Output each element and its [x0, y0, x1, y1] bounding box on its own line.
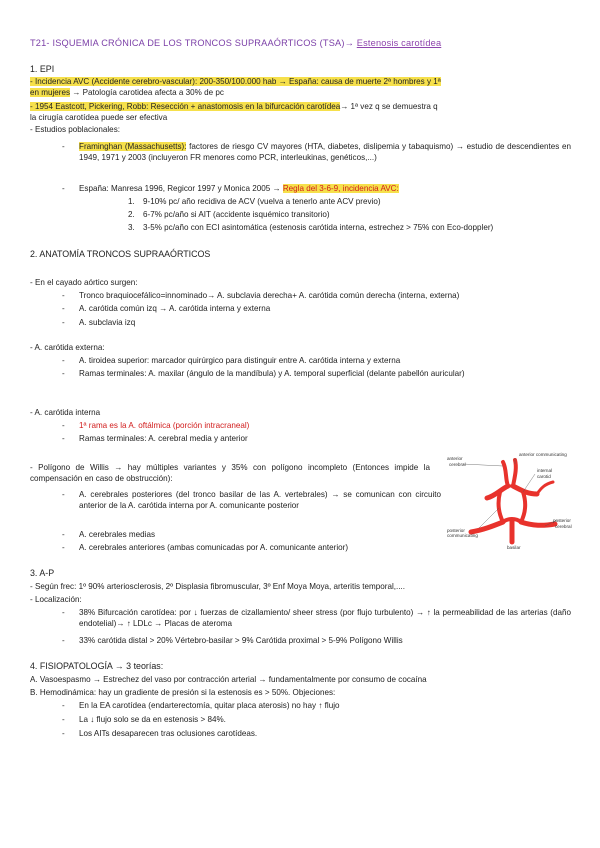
framingham-highlight: Framinghan (Massachusetts): — [79, 142, 187, 151]
label-communicating: communicating — [447, 533, 478, 538]
label-internal: internal — [537, 468, 553, 473]
fisio-b-item-1: En la EA carotídea (endarterectomía, quitar placa aterosis) no hay ↑ flujo — [79, 701, 340, 710]
ap-localizacion: - Localización: — [30, 595, 82, 604]
fisio-b-item-3: Los AITs desaparecen tras oclusiones carotídeas. — [79, 729, 258, 738]
willis-item-3: A. cerebrales anteriores (ambas comunicadas por A. comunicante anterior) — [79, 543, 349, 552]
bullet: - — [62, 184, 65, 193]
label-cerebral: cerebral — [449, 462, 466, 467]
framingham-item — [79, 142, 571, 163]
ap-frecuencia: - Según frec: 1º 90% arteriosclerosis, 2º Displasia fibromuscular, 3º Enf Moya Moya, arteritis temporal,.... — [30, 582, 406, 591]
bullet: - — [62, 318, 65, 327]
regla-item-1: 9-10% pc/ año recidiva de ACV (vuelva a tenerlo ante ACV previo) — [143, 197, 381, 206]
bullet: - — [62, 715, 65, 724]
epi-line-1 — [30, 77, 441, 88]
cayado-item-3: A. subclavia izq — [79, 318, 136, 327]
epi-line-2 — [30, 102, 438, 113]
title-link[interactable]: Estenosis carotídea — [356, 38, 442, 48]
epi-line-1-highlight: - Incidencia AVC (Accidente cerebro-vascular): 200-350/100.000 hab → España: causa de muerte 2ª hombres y 1ª — [30, 77, 441, 86]
bullet: - — [62, 530, 65, 539]
label-anterior-communicating: anterior communicating — [519, 452, 567, 457]
externa-line: - A. carótida externa: — [30, 343, 105, 352]
leader-line — [463, 464, 503, 466]
espana-text: España: Manresa 1996, Regicor 1997 y Monica 2005 → — [79, 184, 283, 193]
externa-item-1: A. tiroidea superior: marcador quirúrgico para distinguir entre A. carótida interna y externa — [79, 356, 401, 365]
cayado-item-1: Tronco braquiocefálico=innominado→ A. subclavia derecha+ A. carótida común derecha (interna, externa) — [79, 291, 460, 300]
title-text: T21- ISQUEMIA CRÓNICA DE LOS TRONCOS SUPRAAÓRTICOS (TSA)→ — [30, 38, 354, 48]
interna-line: - A. carótida interna — [30, 408, 101, 417]
bullet: - — [62, 701, 65, 710]
epi-line-2-cont: la cirugía carotídea puede ser efectiva — [30, 113, 168, 122]
section-heading-fisiopatologia: 4. FISIOPATOLOGÍA → 3 teorías: — [30, 661, 164, 671]
bullet: - — [62, 490, 65, 499]
section-heading-epi: 1. EPI — [30, 64, 55, 74]
label-carotid: carotid — [537, 474, 551, 479]
epi-line-1-highlight-b: en mujeres — [30, 88, 71, 97]
internal-carotid-vessel — [521, 492, 525, 522]
posterior-cerebral-vessel-left — [471, 522, 503, 532]
fisio-b-item-2: La ↓ flujo solo se da en estenosis > 84%. — [79, 715, 226, 724]
bullet: - — [62, 608, 65, 617]
fisio-a: A. Vasoespasmo → Estrechez del vaso por contracción arterial → fundamentalmente por consumo de cocaína — [30, 675, 427, 684]
bullet: - — [62, 369, 65, 378]
bullet: - — [62, 434, 65, 443]
epi-line-1-cont — [30, 88, 224, 99]
label-posterior-cerebral: posterior — [553, 518, 571, 523]
willis-item-1: A. cerebrales posteriores (del tronco basilar de las A. vertebrales) → se comunican con circuito anterior de la A. carótida interna por A. comunicante posterior — [79, 490, 441, 510]
epi-line-2-rest: → 1ª vez q se demuestra q — [340, 102, 438, 111]
externa-item-2: Ramas terminales: A. maxilar (ángulo de la mandíbula) y A. temporal superficial (delante pabellón auricular) — [79, 369, 465, 378]
label-anterior: anterior — [447, 456, 463, 461]
interna-item-2: Ramas terminales: A. cerebral media y anterior — [79, 434, 248, 443]
section-heading-ap: 3. A-P — [30, 568, 55, 578]
bullet: - — [62, 421, 65, 430]
bullet: - — [62, 291, 65, 300]
label-posterior: posterior — [447, 528, 465, 533]
bullet: - — [62, 142, 65, 151]
anterior-cerebral-vessel-right — [513, 460, 516, 486]
label-basilar: basilar — [507, 545, 521, 550]
epi-line-3: - Estudios poblacionales: — [30, 125, 120, 134]
epi-line-1-rest: → Patología carotidea afecta a 30% de pc — [70, 88, 224, 97]
ap-item-2: 33% carótida distal > 20% Vértebro-basilar > 9% Carótida proximal > 5-9% Polígono Willis — [79, 636, 403, 645]
leader-line — [523, 474, 535, 492]
regla-num-3: 3. — [128, 223, 135, 232]
espana-item — [79, 184, 399, 195]
willis-line: - Polígono de Willis → hay múltiples variantes y 35% con polígono incompleto (Entonces impide la compensación en caso de obstrucción): — [30, 463, 430, 483]
bullet: - — [62, 543, 65, 552]
regla-item-3: 3-5% pc/año con ECI asintomática (estenosis carótida interna, estrechez > 75% con Eco-doppler) — [143, 223, 494, 232]
willis-diagram — [445, 448, 581, 558]
middle-branch-vessel — [537, 482, 553, 494]
bullet: - — [62, 729, 65, 738]
regla-num-2: 2. — [128, 210, 135, 219]
regla-item-2: 6-7% pc/año si AIT (accidente isquémico transitorio) — [143, 210, 330, 219]
ap-item-1: 38% Bifurcación carotídea: por ↓ fuerzas de cizallamiento/ sheer stress (por flujo turbulento) → ↑ la permeabilidad de las arterias (daño endotelial)→ ↑ LDLc → Placas de ateroma — [79, 608, 571, 628]
bullet: - — [62, 304, 65, 313]
cayado-line: - En el cayado aórtico surgen: — [30, 278, 138, 287]
anterior-cerebral-vessel — [503, 462, 508, 486]
section-heading-anatomia: 2. ANATOMÍA TRONCOS SUPRAAÓRTICOS — [30, 249, 211, 259]
framingham-text: factores de riesgo CV mayores (HTA, diabetes, dislipemia y tabaquismo) → estudio de descendientes en 1949, 1971 y 2003 (incluyeron FR menores como PCR, interleukinas, genéticos,...) — [79, 142, 571, 162]
label-cerebral-2: cerebral — [555, 524, 572, 529]
cayado-item-2: A. carótida común izq → A. carótida interna y externa — [79, 304, 271, 313]
willis-item-2: A. cerebrales medias — [79, 530, 156, 539]
page-title — [30, 38, 441, 48]
epi-line-2-highlight: - 1954 Eastcott, Pickering, Robb: Resección + anastomosis en la bifurcación carotídea — [30, 102, 341, 111]
espana-highlight: Regla del 3-6-9, incidencia AVC: — [282, 184, 399, 193]
fisio-b: B. Hemodinámica: hay un gradiente de presión si la estenosis es > 50%. Objeciones: — [30, 688, 336, 697]
posterior-communicating-vessel — [499, 492, 503, 522]
bullet: - — [62, 636, 65, 645]
bullet: - — [62, 356, 65, 365]
interna-item-1: 1ª rama es la A. oftálmica (porción intracraneal) — [79, 421, 250, 430]
regla-num-1: 1. — [128, 197, 135, 206]
